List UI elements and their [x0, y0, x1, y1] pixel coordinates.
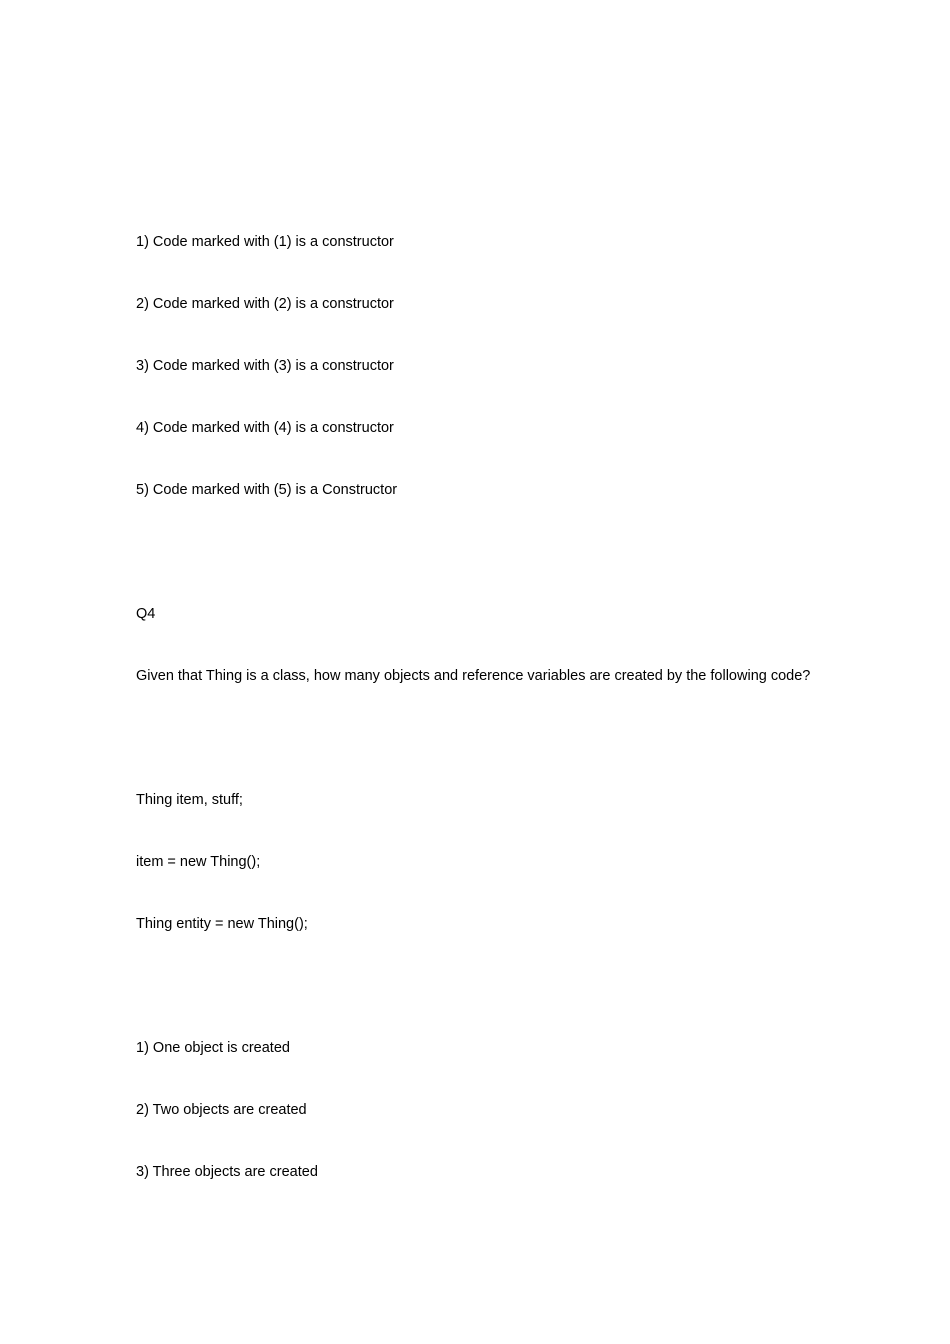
prev-option-5: 5) Code marked with (5) is a Constructor [136, 482, 398, 498]
prev-option-2: 2) Code marked with (2) is a constructor [136, 296, 394, 312]
answer-option-3: 3) Three objects are created [136, 1164, 318, 1180]
question-label: Q4 [136, 606, 156, 622]
prev-option-4: 4) Code marked with (4) is a constructor [136, 420, 394, 436]
answer-option-2: 2) Two objects are created [136, 1102, 307, 1118]
question-text: Given that Thing is a class, how many objects and reference variables are created by the following code? [136, 668, 811, 684]
prev-option-1: 1) Code marked with (1) is a constructor [136, 234, 394, 250]
answer-option-1: 1) One object is created [136, 1040, 290, 1056]
prev-option-3: 3) Code marked with (3) is a constructor [136, 358, 394, 374]
code-line-2: item = new Thing(); [136, 854, 261, 870]
code-line-1: Thing item, stuff; [136, 792, 243, 808]
code-line-3: Thing entity = new Thing(); [136, 916, 308, 932]
